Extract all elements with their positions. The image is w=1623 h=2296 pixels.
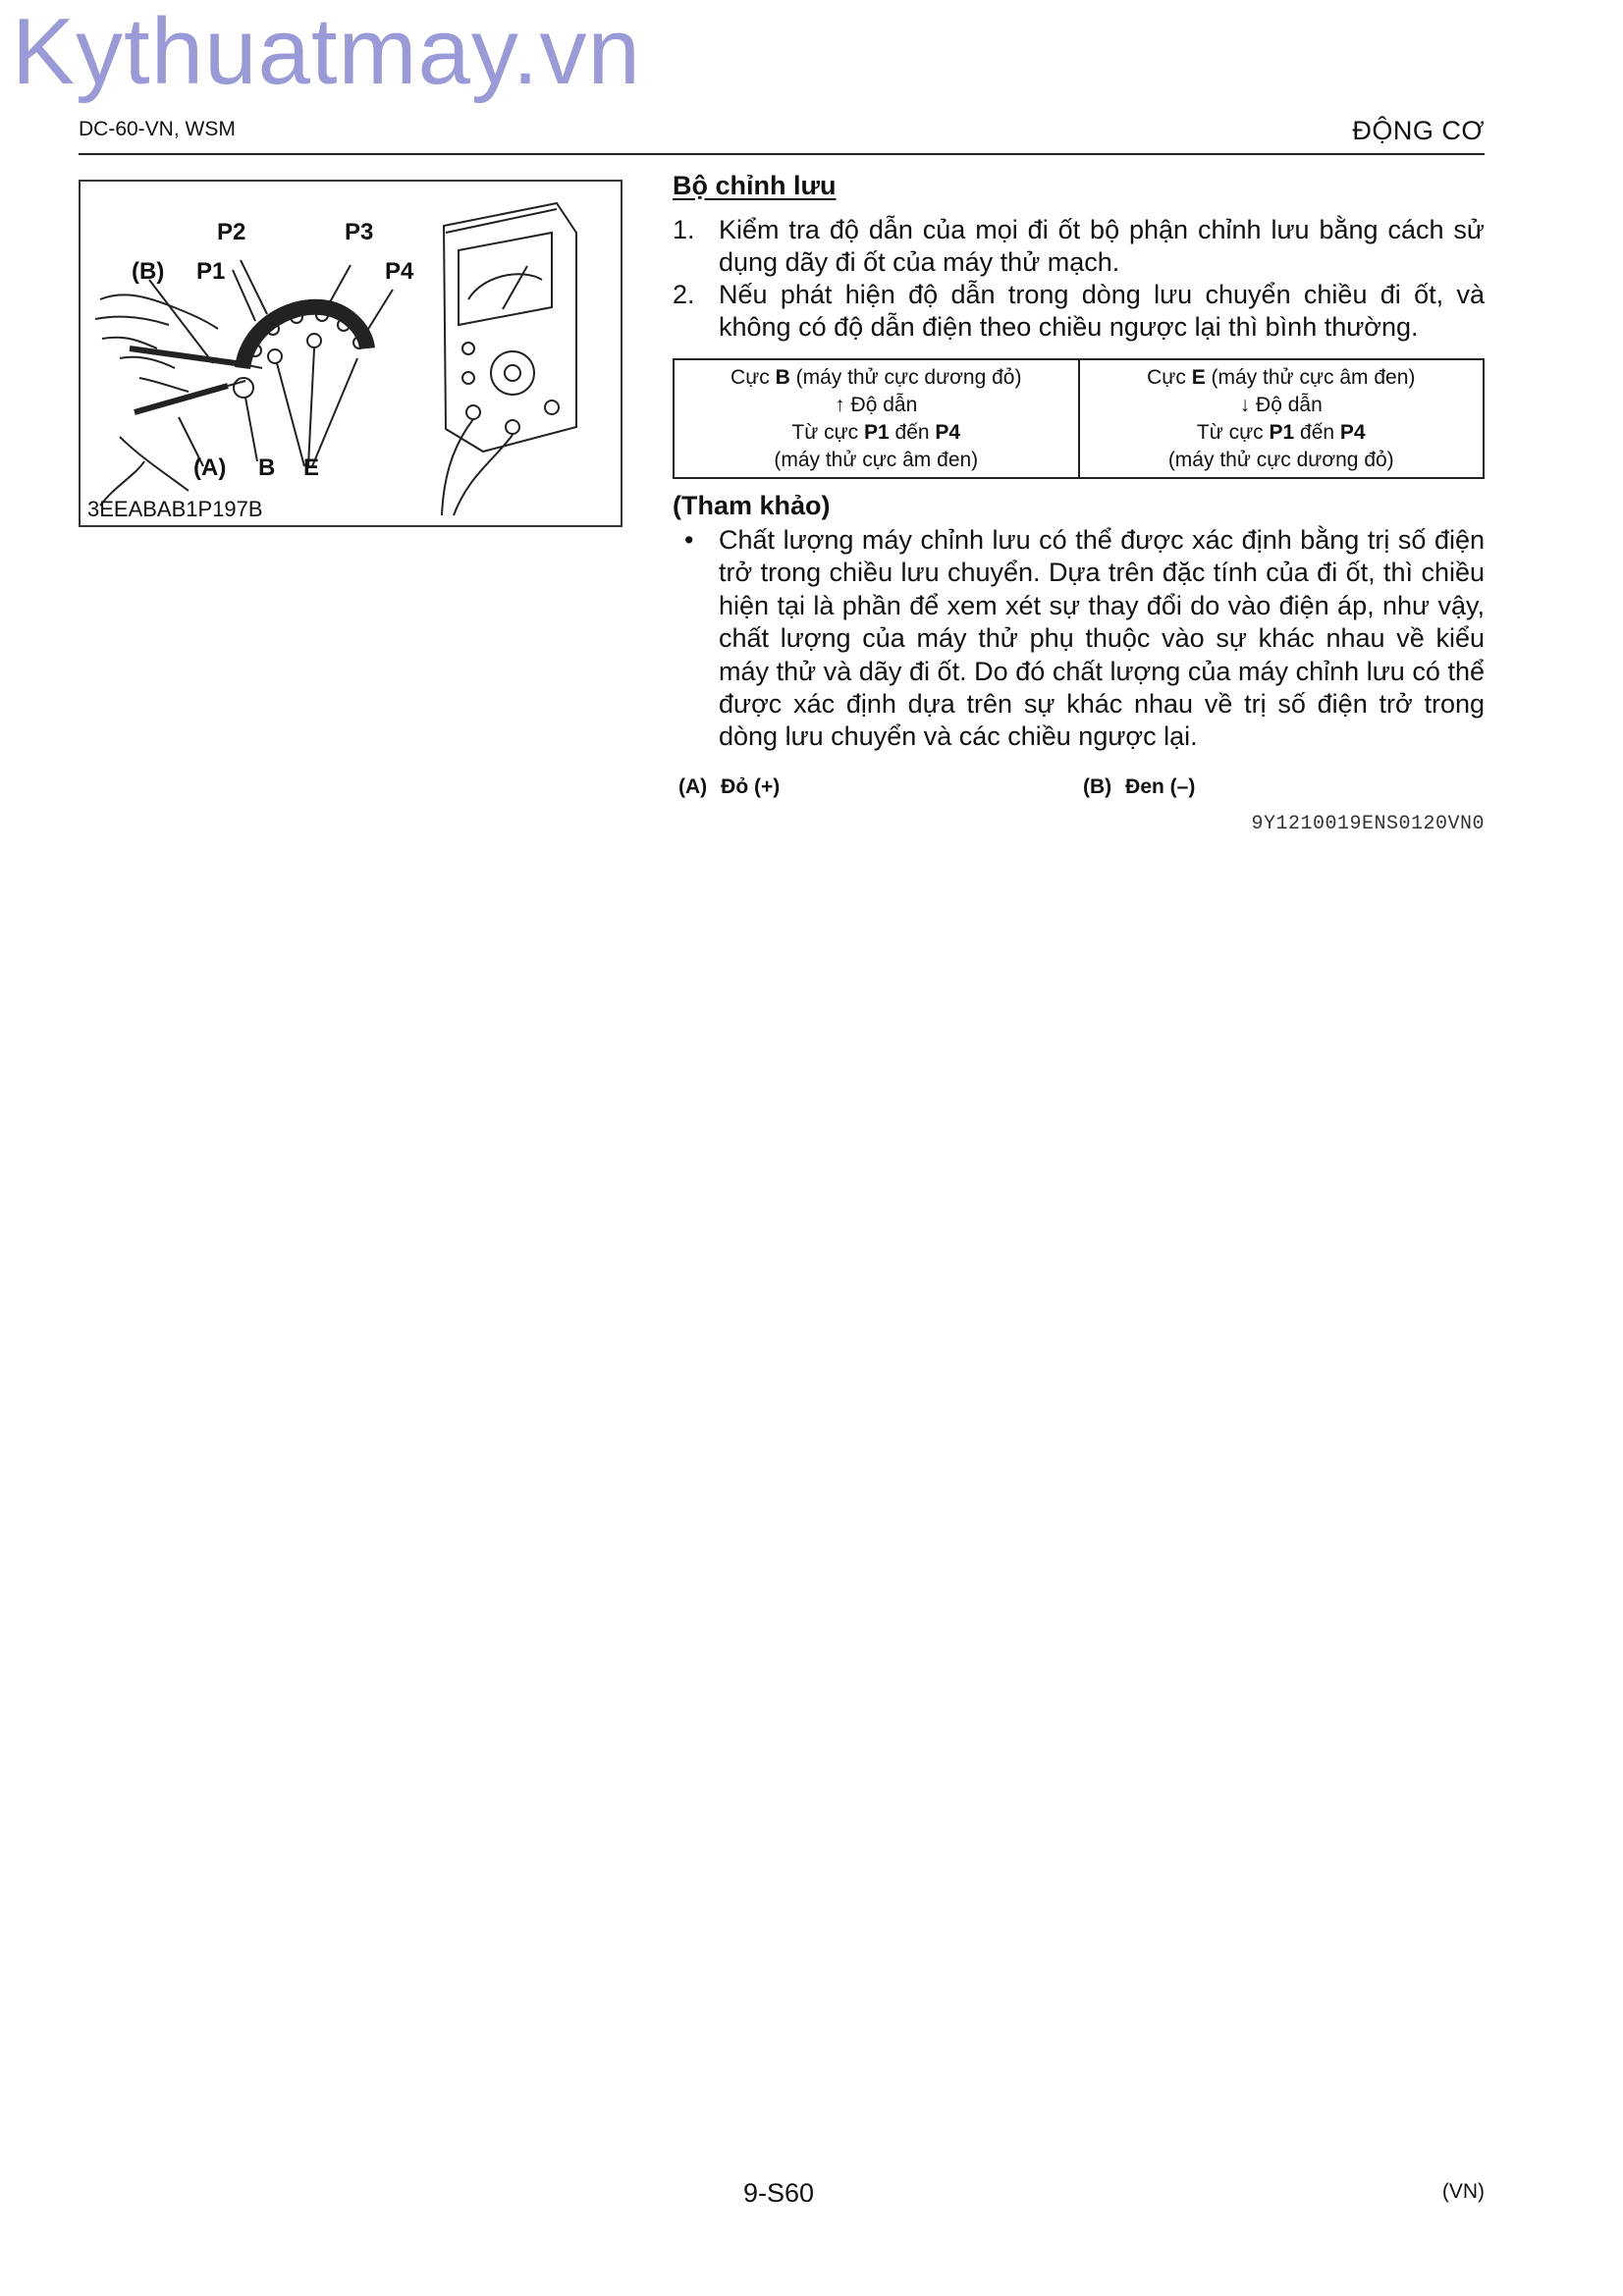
label-b: B [258,454,276,481]
cell-line: ↓ Độ dẫn [1239,394,1323,416]
legend-key: (B) [1083,775,1112,798]
header-rule [79,153,1485,155]
label-e: E [303,454,320,481]
step-text: Kiểm tra độ dẫn của mọi đi ốt bộ phận chỉnh lưu bằng cách sử dụng dãy đi ốt của máy thử mạch. [719,215,1485,277]
conductivity-table [673,358,1485,479]
legend-b [1083,775,1195,799]
cell-line: Cực B (máy thử cực dương đỏ) [730,366,1022,389]
table-cell-right [1079,359,1485,478]
reference-title: (Tham khảo) [673,491,831,520]
cell-line: Từ cực P1 đến P4 [1196,421,1366,444]
document-code: 9Y1210019ENS0120VN0 [1251,813,1485,835]
bullet-icon: • [684,525,694,555]
section-title: Bộ chỉnh lưu [673,171,837,200]
step-item [673,279,1485,344]
table-cell-left [674,359,1079,478]
step-item [673,214,1485,279]
reference-text: Chất lượng máy chỉnh lưu có thể được xác định bằng trị số điện trở trong chiều lưu chuyển. Dựa trên đặc tính của đi ốt, thì chiều hiện tại là phần để xem xét sự thay đổi do vào điện áp, như vậy, chất lượng của máy thử phụ thuộc vào sự khác nhau về kiểu máy thử và dãy đi ốt. Do đó chất lượng của máy chỉnh lưu có thể được xác định dựa trên sự khác nhau về trị số điện trở trong dòng lưu chuyển và các chiều ngược lại. [719,525,1485,752]
legend-a [678,775,780,799]
header-chapter: ĐỘNG CƠ [1352,116,1485,145]
figure-code: 3EEABAB1P197B [87,497,263,521]
cell-line: Từ cực P1 đến P4 [791,421,961,444]
label-b-paren: (B) [132,258,165,285]
page-language: (VN) [1441,2180,1485,2203]
step-text: Nếu phát hiện độ dẫn trong dòng lưu chuyển chiều đi ốt, và không có độ dẫn điện theo chiều ngược lại thì bình thường. [719,280,1485,342]
cell-line: Cực E (máy thử cực âm đen) [1147,366,1416,389]
step-number: 2. [673,280,695,309]
label-p1: P1 [196,258,226,285]
cell-line: (máy thử cực dương đỏ) [1167,449,1394,471]
watermark: Kythuatmay.vn [12,0,641,104]
cell-line: ↑ Độ dẫn [835,394,918,416]
label-p4: P4 [385,258,414,285]
reference-body [673,524,1485,754]
label-p3: P3 [345,219,374,245]
header-doc-id: DC-60-VN, WSM [79,118,236,140]
label-p2: P2 [217,219,246,245]
table-row [674,359,1484,478]
step-number: 1. [673,215,695,244]
legend-key: (A) [678,775,708,798]
legend-value: Đen (–) [1125,775,1196,798]
label-a-paren: (A) [193,454,227,481]
procedure-steps [673,214,1485,344]
cell-line: (máy thử cực âm đen) [774,449,979,471]
figure-rectifier-test [79,180,622,527]
page-number: 9-S60 [743,2178,815,2208]
legend-value: Đỏ (+) [721,775,781,798]
